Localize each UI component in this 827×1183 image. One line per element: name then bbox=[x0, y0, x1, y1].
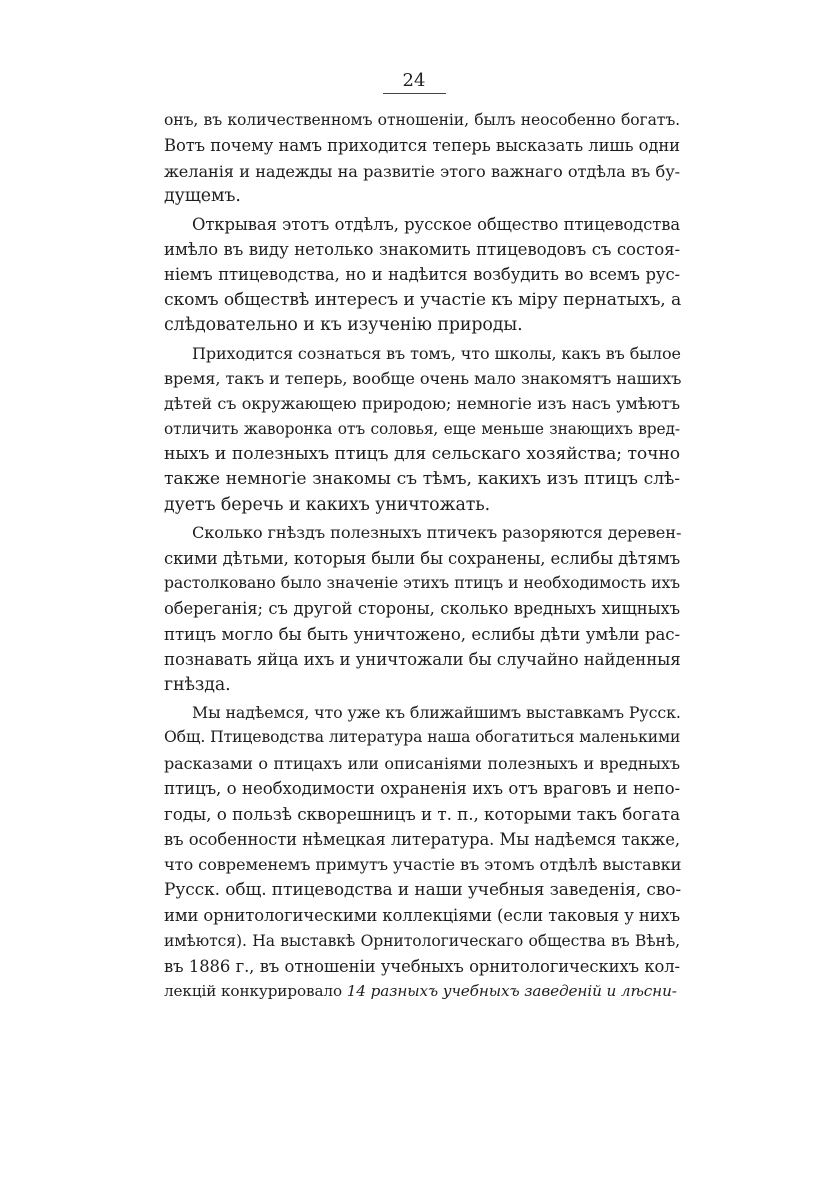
text-line: отличить жаворонка отъ соловья, еще меньше знающихъ вред- bbox=[164, 419, 680, 438]
text-line: что современемъ примутъ участiе въ этомъ отдѣлѣ выставки bbox=[164, 855, 682, 875]
text-line: Приходится сознаться въ томъ, что школы, какъ въ былое bbox=[192, 343, 681, 363]
text-line: слѣдовательно и къ изученiю природы. bbox=[164, 315, 523, 336]
text-line: въ 1886 г., въ отношенiи учебныхъ орнитологическихъ кол- bbox=[164, 956, 680, 976]
text-line: въ особенности нѣмецкая литература. Мы надѣемся также, bbox=[164, 829, 680, 849]
text-line: ими орнитологическими коллекцiями (если таковыя у нихъ bbox=[164, 906, 680, 926]
text-line: дѣтей съ окружающею природою; немногiе изъ насъ умѣютъ bbox=[164, 394, 680, 414]
text-line: желанiя и надежды на развитiе этого важнаго отдѣла въ бу- bbox=[164, 161, 680, 181]
text-line: Русск. общ. птицеводства и наши учебныя заведенiя, сво- bbox=[164, 879, 682, 900]
text-line: обереганiя; съ другой стороны, сколько вредныхъ хищныхъ bbox=[164, 599, 680, 619]
text-line: годы, о пользѣ скворешницъ и т. п., которыми такъ богата bbox=[164, 803, 680, 824]
paragraph bbox=[164, 520, 680, 698]
page-number-rule bbox=[383, 93, 446, 94]
text-line: растолковано было значенiе этихъ птицъ и необходимость ихъ bbox=[164, 574, 680, 593]
paragraph bbox=[164, 341, 680, 519]
text-line: расказами о птицахъ или описанiями полезныхъ и вредныхъ bbox=[164, 753, 680, 773]
text-line: дуетъ беречь и какихъ уничтожать. bbox=[164, 494, 491, 515]
text-line: время, такъ и теперь, вообще очень мало знакомятъ нашихъ bbox=[164, 368, 682, 388]
text-line: птицъ могло бы быть уничтожено, еслибы дѣти умѣли рас- bbox=[164, 624, 680, 644]
paragraph bbox=[164, 700, 680, 1005]
text-line: Вотъ почему намъ приходится теперь высказать лишь одни bbox=[164, 136, 680, 156]
text-line: имѣются). На выставкѣ Орнитологическаго общества въ Вѣнѣ, bbox=[164, 931, 680, 950]
text-line: скомъ обществѣ интересъ и участiе къ мiру пернатыхъ, а bbox=[164, 289, 682, 310]
page-number: 24 bbox=[402, 70, 426, 91]
text-line: гнѣзда. bbox=[164, 674, 231, 695]
text-line: имѣло въ виду нетолько знакомить птицеводовъ съ состоя- bbox=[164, 239, 680, 259]
text-line: познавать яйца ихъ и уничтожали бы случайно найденныя bbox=[164, 650, 681, 670]
text-line: Открывая этотъ отдѣлъ, русское общество птицеводства bbox=[192, 214, 680, 234]
text-line: ныхъ и полезныхъ птицъ для сельскаго хозяйства; точно bbox=[164, 444, 680, 465]
italic-text-run: 14 разныхъ учебныхъ заведенiй и лѣсни- bbox=[346, 982, 677, 1001]
text-line: птицъ, о необходимости охраненiя ихъ отъ враговъ и непо- bbox=[164, 779, 680, 799]
text-line: также немногiе знакомы съ тѣмъ, какихъ изъ птицъ слѣ- bbox=[164, 469, 680, 490]
text-line: Мы надѣемся, что уже къ ближайшимъ выставкамъ Русск. bbox=[192, 702, 681, 722]
text-run: лекцiй конкурировало bbox=[164, 982, 347, 1001]
text-line: дущемъ. bbox=[164, 186, 241, 207]
paragraph bbox=[164, 108, 680, 210]
text-line-last bbox=[164, 979, 680, 1004]
text-line: скими дѣтьми, которыя были бы сохранены, еслибы дѣтямъ bbox=[164, 548, 681, 568]
text-line: Общ. Птицеводства литература наша обогатиться маленькими bbox=[164, 728, 681, 747]
paragraph bbox=[164, 212, 680, 339]
body-text bbox=[164, 108, 680, 1005]
text-line: Сколько гнѣздъ полезныхъ птичекъ разоряются деревен- bbox=[192, 523, 682, 543]
text-line: онъ, въ количественномъ отношенiи, былъ неособенно богатъ. bbox=[164, 111, 680, 129]
text-line: нiемъ птицеводства, но и надѣится возбудить во всемъ рус- bbox=[164, 265, 680, 285]
